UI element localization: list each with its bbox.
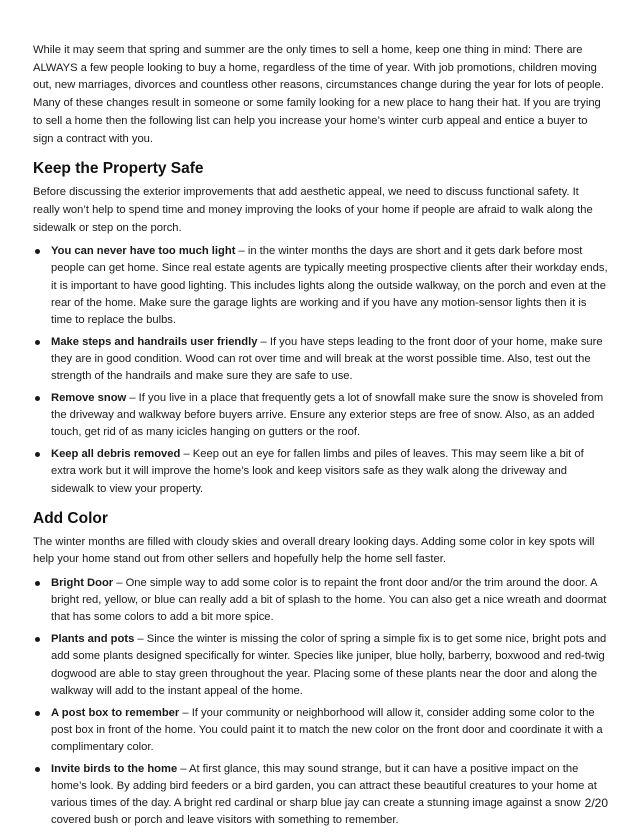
list-item-text: – If you have steps leading to the front door of your home, make sure they are in good condition. Wood can rot over time and will break at the worst possible time. Also, test out the strength of the handrails and make sure they are safe to use. [51,335,603,382]
list-item-title: Make steps and handrails user friendly [51,335,258,348]
list-item-text: – in the winter months the days are short and it gets dark before most people can get home. Since real estate agents are typically meeting prospective clients after their workday ends, it is important to have good lighting. This includes lights along the outside walkway, on the porch and even at the rear of the home. Make sure the garage lights are working and if you have any motion-sensor lights then it is time to replace the bulbs. [51,245,608,326]
list-item-title: Remove snow [51,392,127,405]
bullet-icon [35,767,40,772]
list-item-text: – At first glance, this may sound strange, but it can have a positive impact on the home’s look. By adding bird feeders or a bird garden, you can attract these beautiful creatures to your home at various times of the day. A bright red cardinal or sharp blue jay can create a stunning image against a snow covered bush or porch and leave visitors with something to remember. [51,762,597,827]
intro-paragraph: While it may seem that spring and summer are the only times to sell a home, keep one thing in mind: There are ALWAYS a few people looking to buy a home, regardless of the time of year. With job promotions, children moving out, new marriages, divorces and countless other reasons, circumstances change during the year for lots of people. Many of these changes result in someone or some family looking for a new place to hang their hat. If you are trying to sell a home then the following list can help you increase your home’s winter curb appeal and entice a buyer to sign a contract with you. [33,44,604,145]
list-item [33,446,608,497]
document-page [33,42,608,834]
bullet-icon [35,340,40,345]
section-paragraph-safety: Before discussing the exterior improvements that add aesthetic appeal, we need to discuss functional safety. It really won’t help to spend time and money improving the looks of your home if people are afraid to walk along the sidewalk or step on the porch. [33,186,593,234]
bullet-icon [35,581,40,586]
page-number: 2/20 [584,796,608,810]
list-item [33,243,608,328]
safety-list [33,243,608,497]
list-item [33,631,608,699]
bullet-icon [35,711,40,716]
list-item-title: A post box to remember [51,706,180,719]
list-item-text: – Keep out an eye for fallen limbs and piles of leaves. This may seem like a bit of extra work but it will improve the home’s look and keep visitors safe as they walk along the driveway and sidewalk to view your property. [51,448,584,495]
section-paragraph-color: The winter months are filled with cloudy skies and overall dreary looking days. Adding some color in key spots will help your home stand out from other sellers and hopefully help the home sell faster. [33,535,595,566]
list-item-text: – One simple way to add some color is to repaint the front door and/or the trim around the door. A bright red, yellow, or blue can really add a bit of splash to the home. You can also get a nice wreath and doormat that has some colors to add a bit more spice. [51,577,607,624]
list-item-title: Plants and pots [51,633,135,646]
list-item-title: You can never have too much light [51,245,236,258]
section-heading-safety: Keep the Property Safe [33,160,204,178]
list-item [33,761,608,829]
list-item [33,705,608,756]
list-item-text: – Since the winter is missing the color of spring a simple fix is to get some nice, bright pots and add some plants designed specifically for winter. Species like juniper, blue holly, barberry, boxwood and red-twig dogwood are able to stay green throughout the year. Placing some of these plants near the door and along the walkway will add to the instant appeal of the home. [51,633,607,697]
list-item-text: – If you live in a place that frequently gets a lot of snowfall make sure the snow is shoveled from the driveway and walkway before buyers arrive. Ensure any exterior steps are free of snow. Also, as an added touch, get rid of as many icicles hanging on gutters or the roof. [51,392,604,439]
list-item-title: Keep all debris removed [51,448,181,461]
bullet-icon [35,452,40,457]
list-item-text: – If your community or neighborhood will allow it, consider adding some color to the post box in front of the home. You could paint it to match the new color on the front door and coordinate it with a complimentary color. [51,706,603,753]
bullet-icon [35,249,40,254]
color-list [33,575,608,829]
list-item-title: Invite birds to the home [51,762,178,775]
list-item [33,334,608,385]
list-item [33,575,608,626]
section-heading-color: Add Color [33,509,108,527]
bullet-icon [35,396,40,401]
bullet-icon [35,637,40,642]
list-item-title: Bright Door [51,577,114,590]
list-item [33,390,608,441]
